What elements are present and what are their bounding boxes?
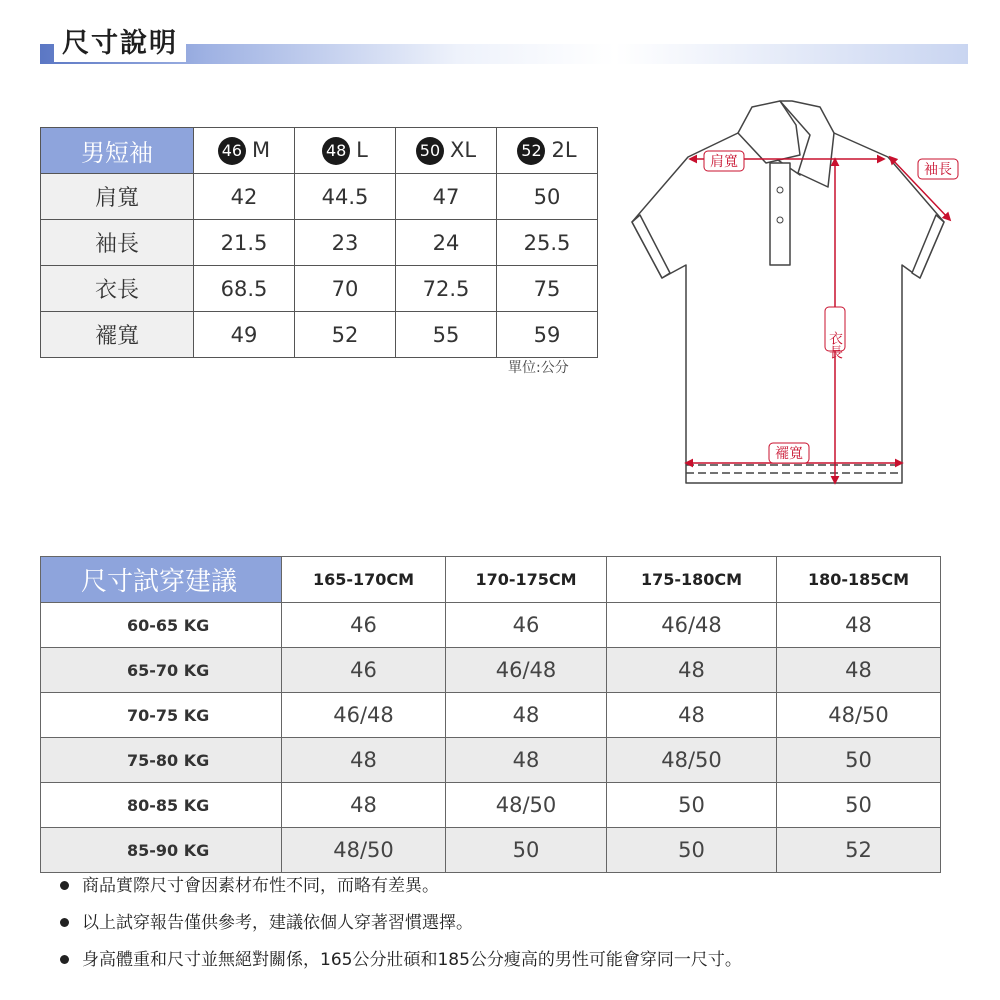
fit-cell: 48 (607, 648, 777, 693)
size-col-2l (497, 128, 598, 174)
fit-cell: 48 (446, 693, 607, 738)
measure-value: 42 (194, 174, 295, 220)
note-item: 以上試穿報告僅供參考，建議依個人穿著習慣選擇。 (60, 905, 742, 942)
fit-cell: 48/50 (777, 693, 941, 738)
measure-value: 24 (396, 220, 497, 266)
measure-value: 70 (295, 266, 396, 312)
height-header: 165-170CM (282, 557, 446, 603)
measure-value: 50 (497, 174, 598, 220)
measure-value: 68.5 (194, 266, 295, 312)
note-item: 商品實際尺寸會因素材布性不同，而略有差異。 (60, 868, 742, 905)
length-label: 衣長 (827, 331, 843, 359)
fit-header-row (41, 557, 941, 603)
fit-row (41, 828, 941, 873)
button-icon (777, 217, 783, 223)
measure-value: 49 (194, 312, 295, 358)
size-label: 2L (551, 137, 577, 162)
fit-cell: 46 (446, 603, 607, 648)
weight-label: 60-65 KG (41, 603, 282, 648)
size-number-badge: 48 (322, 137, 350, 165)
weight-label: 65-70 KG (41, 648, 282, 693)
size-label: L (356, 137, 368, 162)
size-col-xl (396, 128, 497, 174)
height-header: 175-180CM (607, 557, 777, 603)
polo-shirt-diagram (620, 95, 970, 495)
fit-cell: 50 (777, 783, 941, 828)
shoulder-label: 肩寬 (710, 154, 738, 170)
size-header-row (41, 128, 598, 174)
measure-value: 21.5 (194, 220, 295, 266)
fit-cell: 48 (607, 693, 777, 738)
fit-cell: 50 (607, 783, 777, 828)
size-label: M (251, 137, 271, 162)
measure-value: 23 (295, 220, 396, 266)
measure-value: 75 (497, 266, 598, 312)
fit-cell: 52 (777, 828, 941, 873)
measure-value: 25.5 (497, 220, 598, 266)
fit-row (41, 603, 941, 648)
fit-cell: 46 (282, 648, 446, 693)
fit-row (41, 693, 941, 738)
fit-cell: 46 (282, 603, 446, 648)
measure-value: 47 (396, 174, 497, 220)
weight-label: 75-80 KG (41, 738, 282, 783)
notes-list (60, 868, 742, 979)
measure-label: 衣長 (41, 266, 194, 312)
size-number-badge: 50 (416, 137, 444, 165)
fit-cell: 46/48 (446, 648, 607, 693)
measure-row-hem (41, 312, 598, 358)
measure-row-length (41, 266, 598, 312)
weight-label: 85-90 KG (41, 828, 282, 873)
size-table (40, 127, 598, 358)
fit-cell: 48 (777, 603, 941, 648)
size-label: XL (449, 137, 477, 162)
fit-cell: 50 (777, 738, 941, 783)
measure-label: 襬寬 (41, 312, 194, 358)
size-col-l (295, 128, 396, 174)
fit-cell: 48/50 (282, 828, 446, 873)
fit-cell: 50 (446, 828, 607, 873)
measure-value: 44.5 (295, 174, 396, 220)
fit-row (41, 738, 941, 783)
measure-value: 52 (295, 312, 396, 358)
fit-recommendation-table (40, 556, 941, 873)
height-header: 170-175CM (446, 557, 607, 603)
measure-label: 袖長 (41, 220, 194, 266)
height-header: 180-185CM (777, 557, 941, 603)
unit-note: 單位:公分 (508, 360, 569, 376)
fit-cell: 48 (282, 738, 446, 783)
fit-cell: 48/50 (607, 738, 777, 783)
sleeve-label: 袖長 (924, 162, 952, 178)
fit-cell: 48/50 (446, 783, 607, 828)
measure-value: 59 (497, 312, 598, 358)
size-col-m (194, 128, 295, 174)
size-number-badge: 52 (517, 137, 545, 165)
measure-value: 55 (396, 312, 497, 358)
fit-cell: 48 (777, 648, 941, 693)
size-table-title: 男短袖 (41, 128, 194, 174)
size-number-badge: 46 (218, 137, 246, 165)
fit-cell: 46/48 (607, 603, 777, 648)
hem-label: 襬寬 (775, 446, 803, 462)
note-item: 身高體重和尺寸並無絕對關係，165公分壯碩和185公分瘦高的男性可能會穿同一尺寸。 (60, 942, 742, 979)
page-title: 尺寸說明 (54, 26, 186, 62)
fit-row (41, 648, 941, 693)
fit-row (41, 783, 941, 828)
weight-label: 70-75 KG (41, 693, 282, 738)
fit-cell: 50 (607, 828, 777, 873)
measure-label: 肩寬 (41, 174, 194, 220)
button-icon (777, 187, 783, 193)
fit-cell: 46/48 (282, 693, 446, 738)
fit-table-title: 尺寸試穿建議 (41, 557, 282, 603)
measure-value: 72.5 (396, 266, 497, 312)
fit-cell: 48 (282, 783, 446, 828)
section-header (40, 26, 968, 64)
measure-row-shoulder (41, 174, 598, 220)
weight-label: 80-85 KG (41, 783, 282, 828)
fit-cell: 48 (446, 738, 607, 783)
measure-row-sleeve (41, 220, 598, 266)
